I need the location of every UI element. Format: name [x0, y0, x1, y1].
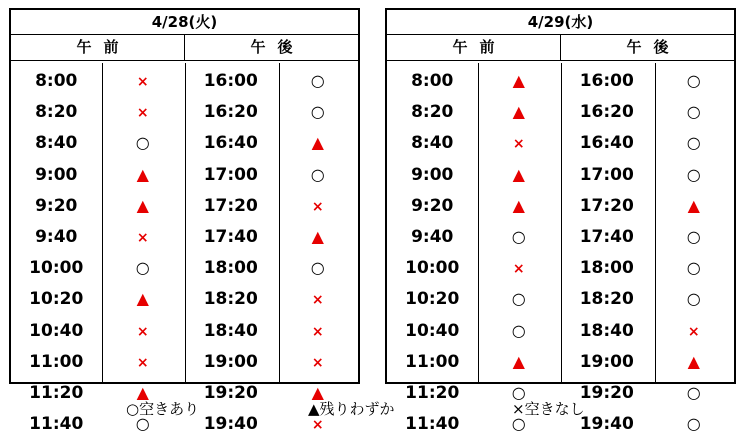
full-icon	[101, 349, 184, 375]
am-mark: ▲	[136, 195, 149, 215]
pm-time: 18:00	[203, 258, 258, 279]
available-icon	[477, 286, 560, 312]
few-left-icon	[477, 99, 560, 125]
pm-mark: ○	[310, 164, 325, 184]
pm-mark: ×	[311, 292, 324, 309]
am-mark: ×	[136, 74, 149, 90]
am-mark: ○	[135, 133, 150, 153]
full-icon	[277, 286, 358, 312]
pm-time: 19:40	[579, 414, 634, 435]
am-header: 午前	[452, 38, 507, 56]
full-icon	[101, 318, 184, 344]
pm-mark: ○	[686, 71, 701, 90]
am-mark: ○	[135, 258, 150, 278]
few-left-icon	[101, 162, 184, 188]
am-mark: ○	[135, 414, 150, 434]
am-time: 11:20	[405, 382, 460, 403]
am-time: 8:40	[411, 133, 454, 154]
pm-mark: ○	[310, 258, 325, 278]
few-left-icon	[477, 193, 560, 219]
pm-mark: ▲	[311, 382, 324, 402]
pm-mark: ○	[686, 382, 701, 402]
am-mark: ○	[511, 414, 526, 434]
am-time: 9:00	[35, 164, 78, 185]
am-time: 9:40	[411, 226, 454, 247]
pm-mark: ▲	[687, 351, 700, 371]
pm-mark: ○	[686, 289, 701, 309]
pm-time: 16:40	[203, 133, 258, 154]
am-mark: ▲	[512, 71, 525, 90]
few-left-icon	[277, 224, 358, 250]
date-header: 4/29(水)	[387, 10, 734, 35]
few-left-icon	[653, 193, 734, 219]
available-icon	[653, 99, 734, 125]
available-icon	[653, 162, 734, 188]
pm-time: 16:20	[203, 102, 258, 123]
legend-full: ×空きなし	[512, 400, 585, 418]
am-time: 11:00	[29, 351, 84, 372]
few-left-icon	[101, 193, 184, 219]
pm-time: 17:40	[579, 226, 634, 247]
few-left-icon	[477, 162, 560, 188]
am-time: 9:20	[411, 195, 454, 216]
pm-mark: ▲	[687, 195, 700, 215]
am-time: 11:00	[405, 351, 460, 372]
legend-available: ○空きあり	[126, 400, 200, 418]
full-icon	[477, 130, 560, 156]
available-icon	[653, 224, 734, 250]
pm-time: 18:40	[579, 320, 634, 341]
pm-header: 午後	[560, 35, 734, 60]
pm-time: 17:00	[203, 164, 258, 185]
half-header-row	[387, 35, 734, 61]
am-mark: ×	[136, 229, 149, 246]
am-time: 10:20	[29, 289, 84, 310]
am-mark: ×	[136, 105, 149, 122]
available-icon	[277, 99, 358, 125]
legend-few-left: ▲残りわずか	[308, 400, 395, 418]
pm-time: 19:20	[579, 382, 634, 403]
full-icon	[277, 318, 358, 344]
am-time: 9:20	[35, 195, 78, 216]
available-icon	[653, 68, 734, 94]
available-icon	[277, 68, 358, 94]
am-time: 10:20	[405, 289, 460, 310]
pm-mark: ×	[311, 417, 324, 434]
available-icon	[101, 255, 184, 281]
pm-time: 17:20	[579, 195, 634, 216]
pm-mark: ○	[686, 102, 701, 122]
am-mark: ×	[136, 354, 149, 371]
full-icon	[101, 224, 184, 250]
full-icon	[101, 99, 184, 125]
am-time: 8:20	[35, 102, 78, 123]
am-time: 8:40	[35, 133, 78, 154]
pm-time: 18:20	[579, 289, 634, 310]
pm-mark: ×	[687, 323, 700, 340]
available-icon	[277, 255, 358, 281]
am-time: 10:40	[405, 320, 460, 341]
pm-mark: ○	[686, 226, 701, 246]
pm-time: 19:00	[579, 351, 634, 372]
am-header: 午前	[76, 38, 131, 56]
am-mark: ○	[511, 289, 526, 309]
full-icon	[277, 193, 358, 219]
pm-time: 18:00	[579, 258, 634, 279]
am-mark: ○	[511, 226, 526, 246]
pm-time: 19:40	[203, 414, 258, 435]
am-mark: ▲	[512, 102, 525, 122]
am-mark: ×	[136, 323, 149, 340]
am-mark: ▲	[512, 195, 525, 215]
full-icon	[653, 318, 734, 344]
available-icon	[277, 162, 358, 188]
pm-mark: ○	[686, 258, 701, 278]
pm-time: 16:00	[579, 71, 634, 91]
full-icon	[101, 68, 184, 94]
pm-time: 16:00	[203, 71, 258, 91]
am-time: 8:20	[411, 102, 454, 123]
am-time: 8:00	[411, 71, 454, 91]
pm-time: 19:00	[203, 351, 258, 372]
few-left-icon	[477, 349, 560, 375]
pm-mark: ○	[686, 133, 701, 153]
pm-mark: ○	[686, 414, 701, 434]
available-icon	[477, 224, 560, 250]
available-icon	[101, 130, 184, 156]
pm-mark: ×	[311, 198, 324, 215]
legend	[0, 398, 742, 424]
am-mark: ▲	[136, 289, 149, 309]
available-icon	[653, 130, 734, 156]
pm-time: 17:00	[579, 164, 634, 185]
am-mark: ▲	[512, 351, 525, 371]
pm-mark: ×	[311, 323, 324, 340]
available-icon	[477, 318, 560, 344]
pm-mark: ▲	[311, 133, 324, 153]
am-mark: ○	[511, 382, 526, 402]
few-left-icon	[277, 130, 358, 156]
am-mark: ×	[512, 136, 525, 153]
am-time: 8:00	[35, 71, 78, 91]
pm-mark: ▲	[311, 226, 324, 246]
am-time: 10:00	[29, 258, 84, 279]
pm-time: 18:40	[203, 320, 258, 341]
pm-mark: ×	[311, 354, 324, 371]
am-time: 9:00	[411, 164, 454, 185]
am-mark: ▲	[512, 164, 525, 184]
few-left-icon	[477, 68, 560, 94]
full-icon	[477, 255, 560, 281]
pm-mark: ○	[310, 71, 325, 90]
pm-time: 19:20	[203, 382, 258, 403]
available-icon	[653, 286, 734, 312]
am-mark: ×	[512, 261, 525, 278]
few-left-icon	[101, 286, 184, 312]
pm-time: 16:20	[579, 102, 634, 123]
am-time: 11:20	[29, 382, 84, 403]
pm-time: 17:20	[203, 195, 258, 216]
half-header-row	[11, 35, 358, 61]
few-left-icon	[653, 349, 734, 375]
pm-mark: ○	[310, 102, 325, 122]
am-time: 9:40	[35, 226, 78, 247]
am-mark: ▲	[136, 164, 149, 184]
am-time: 11:40	[29, 414, 84, 435]
date-header: 4/28(火)	[11, 10, 358, 35]
am-time: 11:40	[405, 414, 460, 435]
am-time: 10:40	[29, 320, 84, 341]
pm-time: 16:40	[579, 133, 634, 154]
pm-mark: ○	[686, 164, 701, 184]
am-time: 10:00	[405, 258, 460, 279]
available-icon	[653, 255, 734, 281]
pm-header: 午後	[184, 35, 358, 60]
am-mark: ○	[511, 320, 526, 340]
full-icon	[277, 349, 358, 375]
pm-time: 18:20	[203, 289, 258, 310]
pm-time: 17:40	[203, 226, 258, 247]
am-mark: ▲	[136, 382, 149, 402]
